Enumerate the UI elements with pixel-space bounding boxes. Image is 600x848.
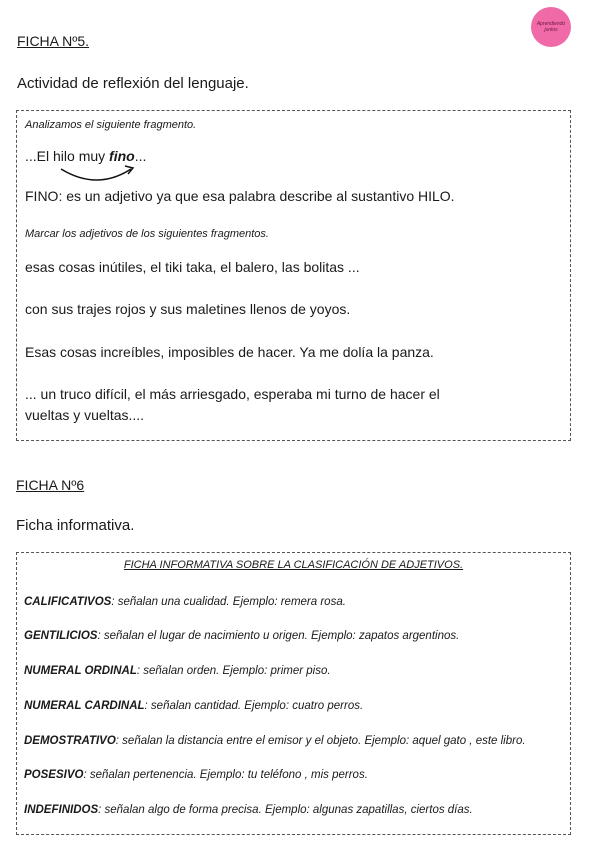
ficha5-subtitle: Actividad de reflexión del lenguaje. xyxy=(17,75,249,92)
desc-calificativos: : señalan una cualidad. Ejemplo: remera rosa. xyxy=(111,596,346,608)
adjective-demostrativo xyxy=(24,735,526,747)
term-calificativos: CALIFICATIVOS xyxy=(24,596,112,608)
desc-gentilicios: : señalan el lugar de nacimiento u origen. Ejemplo: zapatos argentinos. xyxy=(97,630,460,642)
ficha6-box xyxy=(16,552,571,835)
adjective-posesivo xyxy=(24,769,368,781)
ficha5-fragment-2: con sus trajes rojos y sus maletines llenos de yoyos. xyxy=(25,301,351,317)
ficha5-box xyxy=(16,110,571,441)
ficha5-intro: Analizamos el siguiente fragmento. xyxy=(25,119,197,131)
fragment-prefix: ...El hilo muy xyxy=(25,148,110,164)
term-numeral-cardinal: NUMERAL CARDINAL xyxy=(24,700,145,712)
ficha5-fragment-1: esas cosas inútiles, el tiki taka, el balero, las bolitas ... xyxy=(25,259,360,275)
desc-numeral-ordinal: : señalan orden. Ejemplo: primer piso. xyxy=(136,665,331,677)
ficha6-title: FICHA Nº6 xyxy=(16,477,85,493)
term-gentilicios: GENTILICIOS xyxy=(24,630,98,642)
term-demostrativo: DEMOSTRATIVO xyxy=(24,735,116,747)
desc-demostrativo: : señalan la distancia entre el emisor y el objeto. Ejemplo: aquel gato , este libro. xyxy=(115,735,526,747)
term-indefinidos: INDEFINIDOS xyxy=(24,804,99,816)
fragment-suffix: ... xyxy=(134,148,147,164)
term-posesivo: POSESIVO xyxy=(24,769,84,781)
adjective-calificativos xyxy=(24,596,346,608)
ficha5-fragment-3: Esas cosas increíbles, imposibles de hacer. Ya me dolía la panza. xyxy=(25,344,434,360)
desc-indefinidos: : señalan algo de forma precisa. Ejemplo: algunas zapatillas, ciertos días. xyxy=(98,804,473,816)
adjective-numeral-ordinal xyxy=(24,665,331,677)
term-numeral-ordinal: NUMERAL ORDINAL xyxy=(24,665,137,677)
ficha5-fragment-5: vueltas y vueltas.... xyxy=(25,407,145,423)
logo-text: Aprendiendo juntos xyxy=(536,21,566,33)
desc-numeral-cardinal: : señalan cantidad. Ejemplo: cuatro perros. xyxy=(144,700,364,712)
ficha5-title: FICHA Nº5. xyxy=(17,33,90,49)
ficha5-explanation: FINO: es un adjetivo ya que esa palabra describe al sustantivo HILO. xyxy=(25,188,455,204)
ficha6-heading: FICHA INFORMATIVA SOBRE LA CLASIFICACIÓN DE ADJETIVOS. xyxy=(123,559,464,571)
curved-arrow-icon xyxy=(57,161,141,185)
logo-badge xyxy=(531,7,571,47)
ficha6-subtitle: Ficha informativa. xyxy=(16,517,135,534)
adjective-numeral-cardinal xyxy=(24,700,363,712)
ficha5-fragment-4: ... un truco difícil, el más arriesgado, esperaba mi turno de hacer el xyxy=(25,386,440,402)
adjective-indefinidos xyxy=(24,804,473,816)
fragment-bold: fino xyxy=(109,148,135,164)
adjective-gentilicios xyxy=(24,630,459,642)
ficha5-instruction: Marcar los adjetivos de los siguientes fragmentos. xyxy=(25,228,269,240)
desc-posesivo: : señalan pertenencia. Ejemplo: tu teléfono , mis perros. xyxy=(83,769,368,781)
